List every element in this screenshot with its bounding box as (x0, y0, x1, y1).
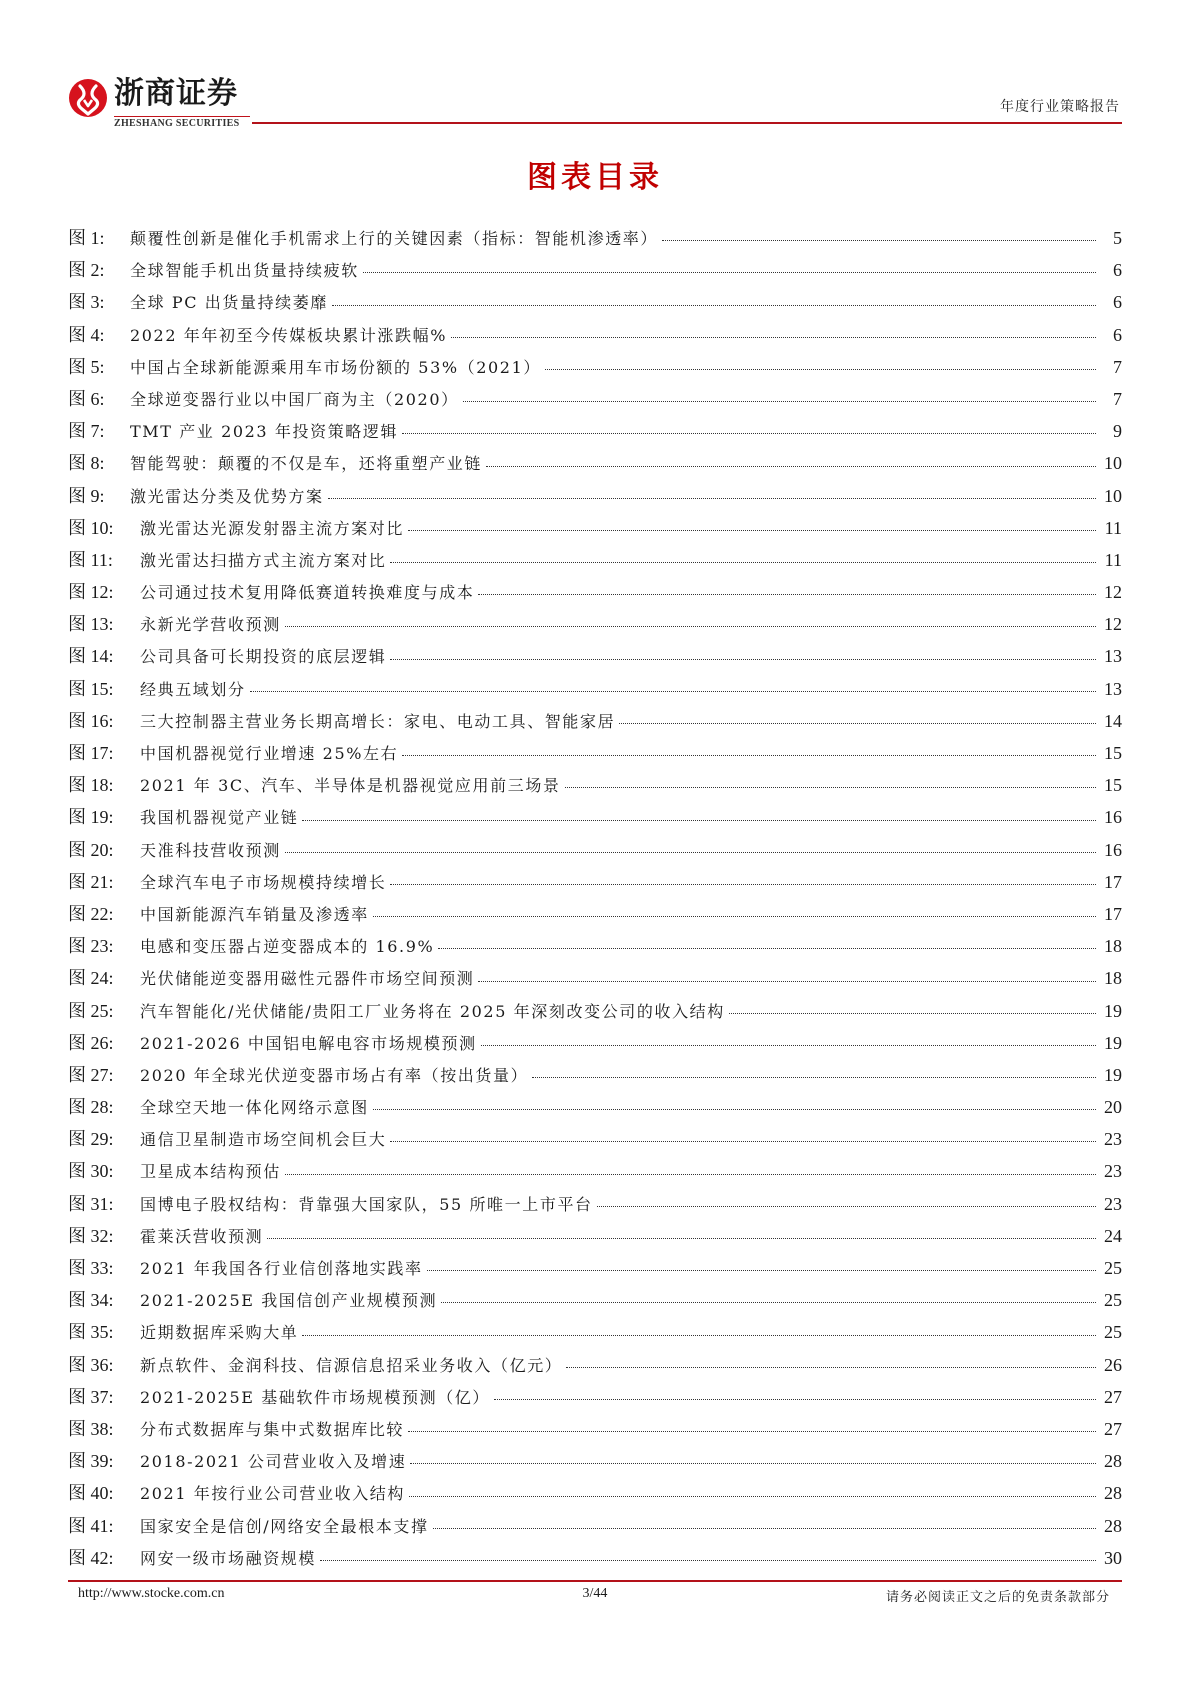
figure-number: 图 11: (68, 549, 113, 570)
page-reference[interactable]: 9 (1113, 421, 1122, 442)
zheshang-logo-icon (68, 78, 108, 118)
toc-entry[interactable] (68, 447, 1122, 479)
dot-leader (328, 498, 1096, 499)
logo-english-name: ZHESHANG SECURITIES (114, 118, 240, 129)
dot-leader (402, 755, 1096, 756)
figure-number: 图 26: (68, 1032, 114, 1053)
page-reference[interactable]: 19 (1104, 1064, 1122, 1085)
figure-number: 图 18: (68, 775, 114, 796)
figure-number: 图 35: (68, 1322, 114, 1343)
figure-number: 图 14: (68, 646, 114, 667)
dot-leader (390, 884, 1096, 885)
figure-title[interactable]: 2021 年按行业公司营业收入结构 (140, 1484, 406, 1504)
figure-number: 图 25: (68, 1000, 114, 1021)
figure-title[interactable]: 公司具备可长期投资的底层逻辑 (140, 647, 387, 667)
dot-leader (486, 466, 1096, 467)
toc-entry[interactable] (68, 834, 1122, 866)
figure-number: 图 17: (68, 743, 114, 763)
dot-leader (532, 1077, 1096, 1078)
figure-title[interactable]: 颠覆性创新是催化手机需求上行的关键因素（指标：智能机渗透率） (130, 229, 659, 248)
dot-leader (332, 305, 1096, 306)
page-reference[interactable]: 18 (1104, 968, 1122, 989)
figure-number: 图 13: (68, 614, 114, 635)
figure-title[interactable]: 经典五域划分 (140, 679, 246, 699)
page-reference[interactable]: 6 (1113, 324, 1122, 345)
toc-entry[interactable] (68, 1155, 1122, 1187)
toc-entry[interactable] (68, 898, 1122, 930)
page-reference[interactable]: 28 (1104, 1451, 1122, 1472)
figure-title[interactable]: 三大控制器主营业务长期高增长：家电、电动工具、智能家居 (140, 711, 616, 731)
toc-entry[interactable] (68, 415, 1122, 447)
figure-title[interactable]: 永新光学营收预测 (140, 615, 281, 635)
figure-title[interactable]: 光伏储能逆变器用磁性元器件市场空间预测 (140, 969, 475, 989)
page-reference[interactable]: 23 (1104, 1193, 1122, 1214)
toc-entry[interactable] (68, 1123, 1122, 1155)
toc-entry[interactable] (68, 640, 1122, 672)
figure-title[interactable]: 激光雷达光源发射器主流方案对比 (140, 518, 405, 538)
figure-title[interactable]: 2021 年 3C、汽车、半导体是机器视觉应用前三场景 (140, 776, 561, 796)
figure-number: 图 20: (68, 839, 114, 860)
figure-title[interactable]: 中国占全球新能源乘用车市场份额的 53%（2021） (130, 357, 541, 377)
toc-entry[interactable] (68, 608, 1122, 640)
dot-leader (481, 1045, 1096, 1046)
figure-title[interactable]: 中国新能源汽车销量及渗透率 (140, 904, 369, 924)
figure-number: 图 38: (68, 1418, 114, 1439)
figure-title[interactable]: 2021-2025E 基础软件市场规模预测（亿） (140, 1387, 491, 1407)
toc-entry[interactable] (68, 801, 1122, 833)
dot-leader (619, 723, 1096, 724)
company-logo (68, 74, 248, 130)
page-reference[interactable]: 19 (1104, 1032, 1122, 1053)
page-reference[interactable]: 26 (1104, 1354, 1122, 1375)
figure-number: 图 34: (68, 1290, 114, 1311)
toc-entry[interactable] (68, 930, 1122, 962)
dot-leader (409, 1496, 1096, 1497)
page-reference[interactable]: 13 (1104, 646, 1122, 667)
page-reference[interactable]: 30 (1104, 1547, 1122, 1568)
figure-title[interactable]: 电感和变压器占逆变器成本的 16.9% (140, 937, 435, 957)
page-reference[interactable]: 23 (1104, 1161, 1122, 1182)
dot-leader (285, 1174, 1096, 1175)
toc-entry[interactable] (68, 1510, 1122, 1542)
toc-entry[interactable] (68, 1477, 1122, 1509)
toc-entry[interactable] (68, 222, 1122, 254)
dot-leader (478, 594, 1096, 595)
logo-underline (114, 116, 250, 117)
dot-leader (427, 1270, 1096, 1271)
toc-entry[interactable] (68, 286, 1122, 318)
figure-number: 图 16: (68, 710, 114, 731)
toc-entry[interactable] (68, 576, 1122, 608)
dot-leader (410, 1463, 1096, 1464)
page-reference[interactable]: 5 (1113, 228, 1122, 248)
figure-number: 图 36: (68, 1354, 114, 1375)
dot-leader (390, 659, 1096, 660)
figure-toc (68, 222, 1122, 1574)
page-reference[interactable]: 13 (1104, 678, 1122, 699)
toc-entry[interactable] (68, 1381, 1122, 1413)
figure-number: 图 41: (68, 1515, 114, 1536)
page-reference[interactable]: 28 (1104, 1515, 1122, 1536)
figure-title[interactable]: 2020 年全球光伏逆变器市场占有率（按出货量） (140, 1065, 529, 1085)
dot-leader (463, 401, 1096, 402)
figure-title[interactable]: 2021-2026 中国铝电解电容市场规模预测 (140, 1033, 477, 1053)
page-header (0, 0, 1190, 135)
toc-entry[interactable] (68, 1445, 1122, 1477)
toc-entry[interactable] (68, 1542, 1122, 1574)
toc-entry[interactable] (68, 512, 1122, 544)
toc-entry[interactable] (68, 544, 1122, 576)
dot-leader (729, 1013, 1096, 1014)
dot-leader (373, 1109, 1096, 1110)
figure-number: 图 23: (68, 936, 114, 957)
dot-leader (402, 433, 1096, 434)
dot-leader (408, 1431, 1096, 1432)
page-reference[interactable]: 12 (1104, 582, 1122, 603)
page-reference[interactable]: 16 (1104, 807, 1122, 828)
figure-number: 图 10: (68, 517, 114, 538)
figure-title[interactable]: 卫星成本结构预估 (140, 1162, 281, 1182)
figure-number: 图 27: (68, 1064, 114, 1085)
figure-title[interactable]: 激光雷达扫描方式主流方案对比 (140, 550, 387, 570)
toc-entry[interactable] (68, 1316, 1122, 1348)
toc-entry[interactable] (68, 1284, 1122, 1316)
figure-title[interactable]: 国博电子股权结构：背靠强大国家队，55 所唯一上市平台 (140, 1194, 593, 1214)
figure-number: 图 31: (68, 1193, 114, 1214)
figure-title[interactable]: 近期数据库采购大单 (140, 1323, 299, 1343)
figure-title[interactable]: 2021 年我国各行业信创落地实践率 (140, 1259, 423, 1278)
toc-entry[interactable] (68, 737, 1122, 769)
page-reference[interactable]: 15 (1104, 743, 1122, 763)
page-reference[interactable]: 17 (1104, 871, 1122, 892)
figure-title[interactable]: 网安一级市场融资规模 (140, 1548, 317, 1568)
figure-number: 图 39: (68, 1451, 114, 1472)
dot-leader (285, 852, 1096, 853)
figure-title[interactable]: 全球逆变器行业以中国厂商为主（2020） (130, 389, 459, 409)
figure-title[interactable]: 2018-2021 公司营业收入及增速 (140, 1452, 407, 1472)
page-number: 3/44 (582, 1586, 608, 1601)
toc-entry[interactable] (68, 383, 1122, 415)
figure-number: 图 32: (68, 1225, 114, 1246)
page-reference[interactable]: 6 (1113, 292, 1122, 313)
figure-title[interactable]: 霍莱沃营收预测 (140, 1226, 264, 1246)
dot-leader (597, 1206, 1096, 1207)
figure-title[interactable]: 国家安全是信创/网络安全最根本支撑 (140, 1516, 429, 1536)
figure-title[interactable]: TMT 产业 2023 年投资策略逻辑 (130, 422, 399, 442)
dot-leader (408, 530, 1096, 531)
page-title: 图表目录 (527, 160, 663, 195)
toc-entry[interactable] (68, 866, 1122, 898)
website-link[interactable]: http://www.stocke.com.cn (78, 1586, 225, 1601)
dot-leader (373, 916, 1096, 917)
footer-divider (68, 1580, 1122, 1582)
page-reference[interactable]: 20 (1104, 1097, 1122, 1118)
page-reference[interactable]: 27 (1104, 1386, 1122, 1407)
dot-leader (451, 337, 1096, 338)
header-divider (252, 122, 1122, 124)
figure-title[interactable]: 汽车智能化/光伏储能/贵阳工厂业务将在 2025 年深刻改变公司的收入结构 (140, 1001, 725, 1021)
figure-title[interactable]: 全球 PC 出货量持续萎靡 (130, 293, 328, 313)
page-reference[interactable]: 10 (1104, 453, 1122, 474)
page-reference[interactable]: 11 (1104, 517, 1122, 538)
figure-number: 图 9: (68, 485, 105, 506)
figure-number: 图 2: (68, 260, 105, 281)
dot-leader (363, 272, 1096, 273)
figure-title[interactable]: 我国机器视觉产业链 (140, 808, 299, 828)
page-reference[interactable]: 11 (1104, 549, 1122, 570)
toc-entry[interactable] (68, 1252, 1122, 1284)
figure-number: 图 6: (68, 388, 105, 409)
toc-entry[interactable] (68, 1027, 1122, 1059)
dot-leader (320, 1560, 1096, 1561)
figure-number: 图 8: (68, 453, 105, 474)
toc-entry[interactable] (68, 351, 1122, 383)
toc-entry[interactable] (68, 1059, 1122, 1091)
toc-entry[interactable] (68, 705, 1122, 737)
disclaimer-note: 请务必阅读正文之后的免责条款部分 (885, 1590, 1110, 1605)
figure-title[interactable]: 激光雷达分类及优势方案 (130, 486, 324, 506)
dot-leader (433, 1528, 1096, 1529)
toc-entry[interactable] (68, 1220, 1122, 1252)
page-footer (68, 1586, 1122, 1606)
figure-number: 图 37: (68, 1386, 114, 1407)
dot-leader (390, 1141, 1096, 1142)
dot-leader (302, 1335, 1096, 1336)
figure-title[interactable]: 全球汽车电子市场规模持续增长 (140, 872, 387, 892)
dot-leader (438, 948, 1096, 949)
figure-title[interactable]: 新点软件、金润科技、信源信息招采业务收入（亿元） (140, 1355, 563, 1375)
figure-number: 图 3: (68, 292, 105, 313)
dot-leader (441, 1302, 1096, 1303)
figure-number: 图 42: (68, 1547, 114, 1568)
logo-chinese-name: 浙商证券 (114, 76, 238, 111)
figure-number: 图 5: (68, 356, 105, 377)
dot-leader (545, 369, 1096, 370)
page-reference[interactable]: 25 (1104, 1322, 1122, 1343)
page-reference[interactable]: 7 (1113, 356, 1122, 377)
toc-entry[interactable] (68, 254, 1122, 286)
toc-entry[interactable] (68, 1413, 1122, 1445)
page-reference[interactable]: 19 (1104, 1000, 1122, 1021)
figure-title[interactable]: 公司通过技术复用降低赛道转换难度与成本 (140, 583, 475, 603)
toc-entry[interactable] (68, 995, 1122, 1027)
toc-entry[interactable] (68, 769, 1122, 801)
figure-number: 图 21: (68, 871, 114, 892)
figure-title[interactable]: 中国机器视觉行业增速 25%左右 (140, 744, 399, 763)
dot-leader (267, 1238, 1096, 1239)
figure-title[interactable]: 2021-2025E 我国信创产业规模预测 (140, 1291, 438, 1311)
page-reference[interactable]: 12 (1104, 614, 1122, 635)
dot-leader (302, 820, 1096, 821)
figure-title[interactable]: 分布式数据库与集中式数据库比较 (140, 1419, 405, 1439)
figure-number: 图 19: (68, 807, 114, 828)
figure-number: 图 1: (68, 228, 105, 248)
page-reference[interactable]: 25 (1104, 1290, 1122, 1311)
figure-number: 图 33: (68, 1258, 114, 1278)
toc-entry[interactable] (68, 1091, 1122, 1123)
page-reference[interactable]: 16 (1104, 839, 1122, 860)
dot-leader (478, 981, 1096, 982)
toc-entry[interactable] (68, 962, 1122, 994)
figure-title[interactable]: 全球智能手机出货量持续疲软 (130, 261, 359, 281)
toc-entry[interactable] (68, 1188, 1122, 1220)
toc-entry[interactable] (68, 480, 1122, 512)
figure-title[interactable]: 全球空天地一体化网络示意图 (140, 1098, 369, 1118)
page-reference[interactable]: 7 (1113, 388, 1122, 409)
page-reference[interactable]: 14 (1104, 710, 1122, 731)
page-reference[interactable]: 17 (1104, 903, 1122, 924)
figure-number: 图 15: (68, 678, 114, 699)
figure-number: 图 29: (68, 1129, 114, 1150)
page-reference[interactable]: 28 (1104, 1483, 1122, 1504)
figure-number: 图 40: (68, 1483, 114, 1504)
dot-leader (285, 626, 1096, 627)
figure-title[interactable]: 智能驾驶：颠覆的不仅是车，还将重塑产业链 (130, 454, 483, 474)
dot-leader (390, 562, 1096, 563)
page-reference[interactable]: 27 (1104, 1418, 1122, 1439)
page-reference[interactable]: 6 (1113, 260, 1122, 281)
dot-leader (566, 1367, 1096, 1368)
report-type: 年度行业策略报告 (1000, 99, 1120, 115)
page-reference[interactable]: 24 (1104, 1225, 1122, 1246)
dot-leader (250, 691, 1096, 692)
dot-leader (565, 787, 1096, 788)
toc-entry[interactable] (68, 673, 1122, 705)
dot-leader (494, 1399, 1096, 1400)
figure-number: 图 24: (68, 968, 114, 989)
page-reference[interactable]: 15 (1104, 775, 1122, 796)
figure-number: 图 28: (68, 1097, 114, 1118)
page-reference[interactable]: 18 (1104, 936, 1122, 957)
page-reference[interactable]: 10 (1104, 485, 1122, 506)
page-reference[interactable]: 23 (1104, 1129, 1122, 1150)
toc-entry[interactable] (68, 319, 1122, 351)
toc-entry[interactable] (68, 1349, 1122, 1381)
figure-title[interactable]: 通信卫星制造市场空间机会巨大 (140, 1130, 387, 1150)
figure-number: 图 12: (68, 582, 114, 603)
figure-number: 图 4: (68, 324, 105, 345)
figure-title[interactable]: 2022 年年初至今传媒板块累计涨跌幅% (130, 325, 448, 345)
figure-number: 图 30: (68, 1161, 114, 1182)
figure-title[interactable]: 天准科技营收预测 (140, 840, 281, 860)
figure-number: 图 22: (68, 903, 114, 924)
dot-leader (662, 240, 1096, 241)
page-reference[interactable]: 25 (1104, 1258, 1122, 1278)
figure-number: 图 7: (68, 421, 105, 442)
